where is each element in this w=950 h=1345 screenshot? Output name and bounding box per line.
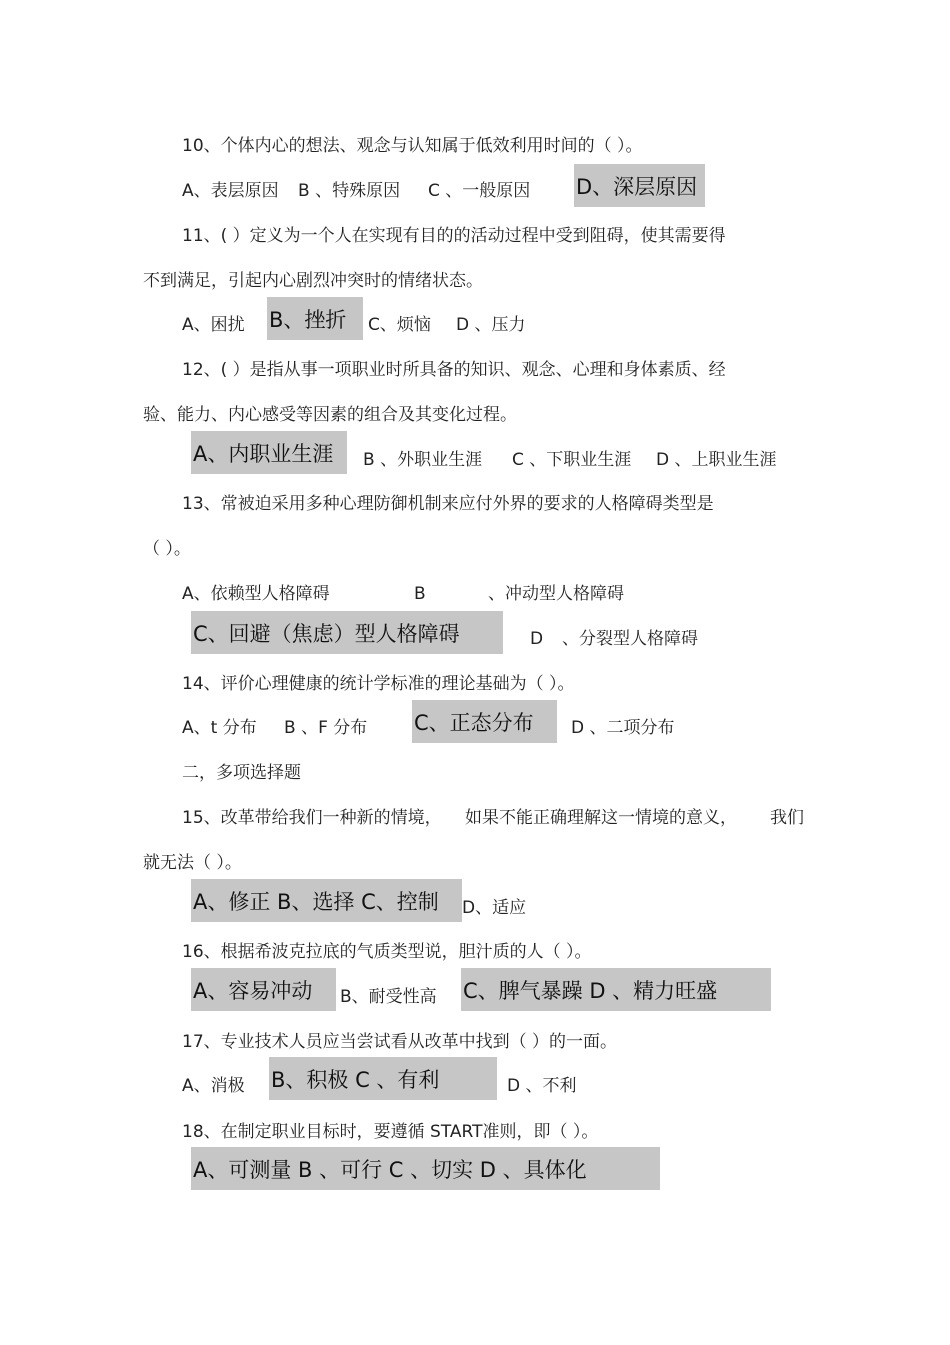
q13-option-a: A、依赖型人格障碍 xyxy=(182,584,330,604)
q11-stem-line1: 11、( ）定义为一个人在实现有目的的活动过程中受到阻碍，使其需要得 xyxy=(182,226,726,246)
q15-stem-line1-part1: 15、改革带给我们一种新的情境， xyxy=(182,808,442,828)
q15-answer-highlight: A、修正 B、选择 C、控制 xyxy=(191,879,462,922)
q16-answer-cd-highlight: C、脾气暴躁 D 、精力旺盛 xyxy=(461,968,771,1011)
q12-option-d: D 、上职业生涯 xyxy=(656,450,777,470)
q17-stem: 17、专业技术人员应当尝试看从改革中找到（ ）的一面。 xyxy=(182,1032,618,1052)
q10-stem: 10、个体内心的想法、观念与认知属于低效利用时间的（ ）。 xyxy=(182,136,643,156)
q11-answer-highlight: B、挫折 xyxy=(267,297,363,340)
q13-option-d-text: 、分裂型人格障碍 xyxy=(562,629,698,649)
q11-option-c: C、烦恼 xyxy=(368,315,431,335)
q18-stem: 18、在制定职业目标时，要遵循 START准则，即（ ）。 xyxy=(182,1122,599,1142)
q12-option-b: B 、外职业生涯 xyxy=(363,450,483,470)
q10-option-a: A、表层原因 xyxy=(182,181,279,201)
q12-answer-highlight: A、内职业生涯 xyxy=(191,431,347,474)
q14-option-a: A、t 分布 xyxy=(182,718,257,738)
q13-answer-highlight: C、回避（焦虑）型人格障碍 xyxy=(191,611,503,654)
q16-stem: 16、根据希波克拉底的气质类型说，胆汁质的人（ ）。 xyxy=(182,942,592,962)
q14-stem: 14、评价心理健康的统计学标准的理论基础为（ ）。 xyxy=(182,674,575,694)
q17-answer-highlight: B、积极 C 、有利 xyxy=(269,1057,497,1100)
q13-option-d-letter: D xyxy=(530,629,544,649)
q10-answer-highlight: D、深层原因 xyxy=(574,164,705,207)
q10-option-b: B 、特殊原因 xyxy=(298,181,401,201)
q14-option-d: D 、二项分布 xyxy=(571,718,675,738)
q12-stem-line1: 12、( ）是指从事一项职业时所具备的知识、观念、心理和身体素质、经 xyxy=(182,360,726,380)
q14-answer-highlight: C、正态分布 xyxy=(412,700,557,743)
q15-stem-line1-part3: 我们 xyxy=(770,808,804,828)
section-heading: 二，多项选择题 xyxy=(182,763,301,783)
q11-option-d: D 、压力 xyxy=(456,315,526,335)
q13-stem-line2: （ ）。 xyxy=(143,539,191,559)
q16-answer-a-highlight: A、容易冲动 xyxy=(191,968,336,1011)
q15-option-d: D、适应 xyxy=(462,898,527,918)
q12-option-c: C 、下职业生涯 xyxy=(512,450,632,470)
q18-answer-highlight: A、可测量 B 、可行 C 、切实 D 、具体化 xyxy=(191,1147,660,1190)
q16-option-b: B、耐受性高 xyxy=(340,987,437,1007)
q17-option-d: D 、不利 xyxy=(507,1076,577,1096)
q10-option-c: C 、一般原因 xyxy=(428,181,531,201)
q12-stem-line2: 验、能力、内心感受等因素的组合及其变化过程。 xyxy=(143,405,517,425)
q15-stem-line1-part2: 如果不能正确理解这一情境的意义， xyxy=(465,808,737,828)
q13-option-b-text: 、冲动型人格障碍 xyxy=(488,584,624,604)
q11-option-a: A、困扰 xyxy=(182,315,245,335)
q11-stem-line2: 不到满足，引起内心剧烈冲突时的情绪状态。 xyxy=(143,271,483,291)
q13-option-b-letter: B xyxy=(414,584,426,604)
q17-option-a: A、消极 xyxy=(182,1076,245,1096)
q14-option-b: B 、F 分布 xyxy=(284,718,368,738)
q13-stem-line1: 13、常被迫采用多种心理防御机制来应付外界的要求的人格障碍类型是 xyxy=(182,494,714,514)
q15-stem-line2: 就无法（ ）。 xyxy=(143,853,242,873)
